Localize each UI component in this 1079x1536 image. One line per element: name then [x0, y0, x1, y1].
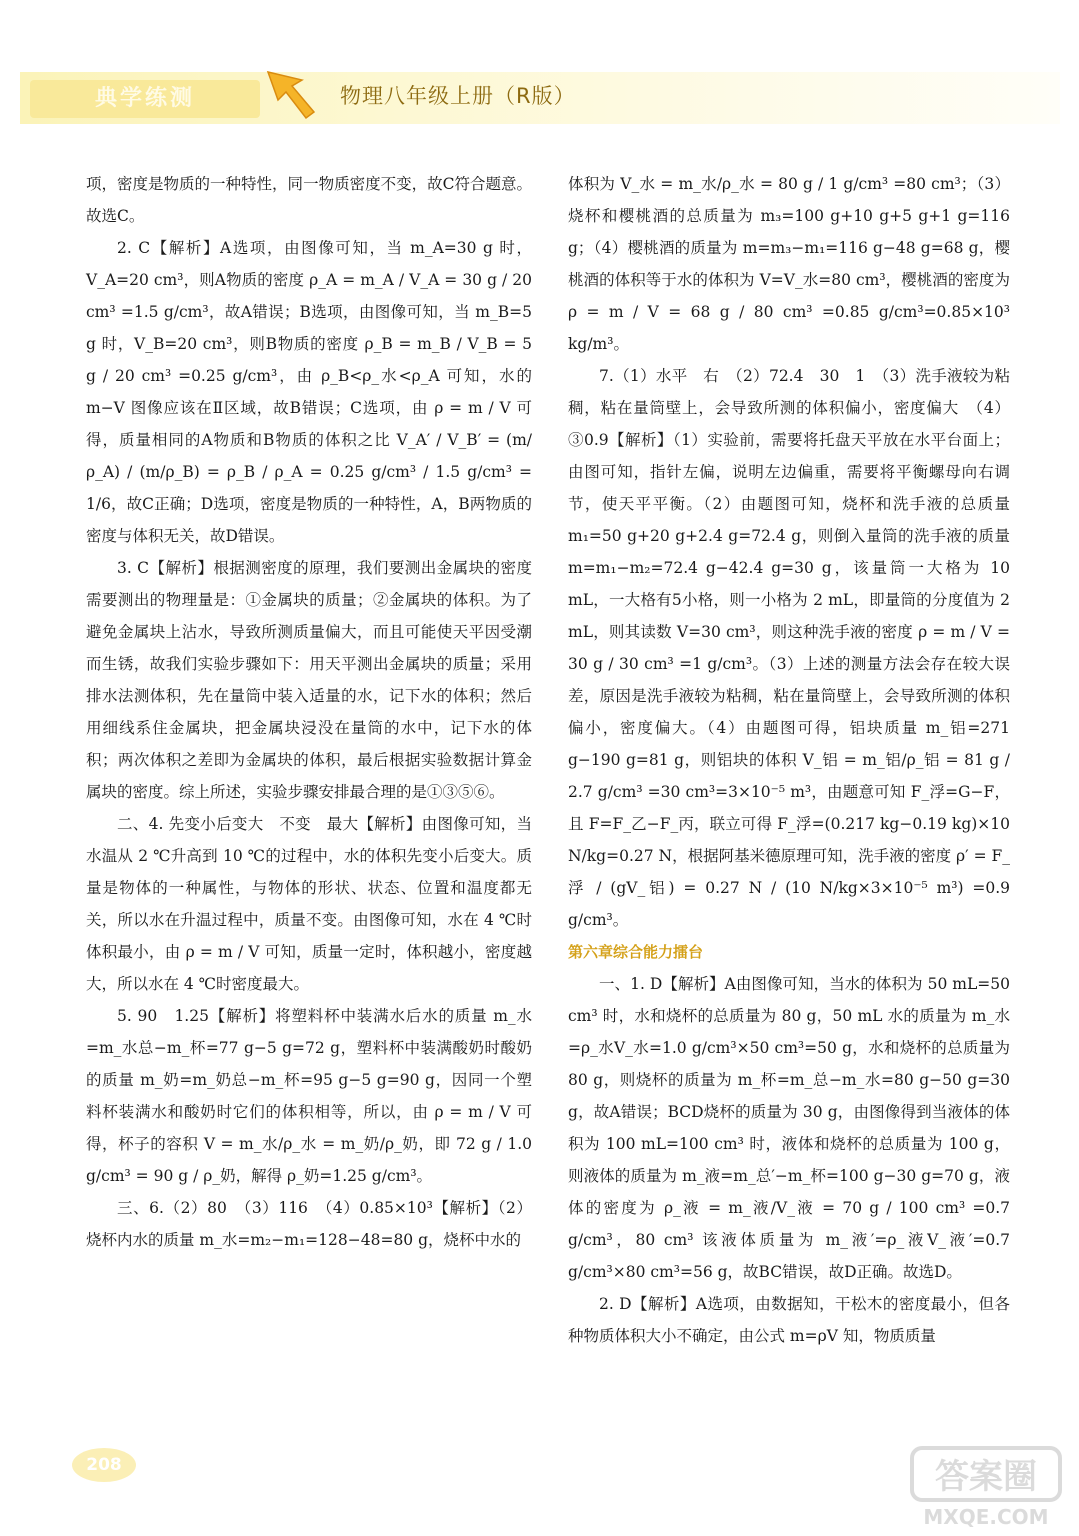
brand-logo: 典学练测 — [30, 80, 260, 118]
answer-2: 2. C【解析】A选项，由图像可知，当 m_A=30 g 时，V_A=20 cm³，则A物质的密度 ρ_A = m_A / V_A = 30 g / 20 cm³ =1.5 g/cm³，故A错误；B选项，由图像可知，当 m_B=5 g 时，V_B=20 cm³，则B物质的密度 ρ_B = m_B / V_B = 5 g / 20 cm³ =0.25 g/cm³，由 ρ_B<ρ_水<ρ_A 可知，水的 m−V 图像应该在Ⅱ区域，故B错误；C选项，由 ρ = m / V 可得，质量相同的A物质和B物质的体积之比 V_A′ / V_B′ = (m/ρ_A) / (m/ρ_B) = ρ_B / ρ_A = 0.25 g/cm³ / 1.5 g/cm³ = 1/6，故C正确；D选项，密度是物质的一种特性，A，B两物质的密度与体积无关，故D错误。 — [86, 239, 532, 545]
answer-3: 3. C【解析】根据测密度的原理，我们要测出金属块的密度需要测出的物理量是：①金属块的质量；②金属块的体积。为了避免金属块上沾水，导致所测质量偏大，而且可能使天平因受潮而生锈，故我们实验步骤如下：用天平测出金属块的质量；采用排水法测体积，先在量筒中装入适量的水，记下水的体积；然后用细线系住金属块，把金属块浸没在量筒的水中，记下水的体积；两次体积之差即为金属块的体积，最后根据实验数据计算金属块的密度。综上所述，实验步骤安排最合理的是①③⑤⑥。 — [86, 559, 532, 801]
answer-2-chapter: 2. D【解析】A选项，由数据知，干松木的密度最小，但各种物质体积大小不确定，由公式 m=ρV 知，物质质量 — [568, 1295, 1010, 1345]
answer-4: 二、4. 先变小后变大 不变 最大【解析】由图像可知，当水温从 2 ℃升高到 10 ℃的过程中，水的体积先变小后变大。质量是物体的一种属性，与物体的形状、状态、位置和温度都无关，所以水在升温过程中，质量不变。由图像可知，水在 4 ℃时体积最小，由 ρ = m / V 可知，质量一定时，体积越小，密度越大，所以水在 4 ℃时密度最大。 — [86, 815, 532, 993]
left-column — [86, 168, 532, 1256]
svg-text:答案圈: 答案圈 — [935, 1457, 1037, 1497]
watermark-logo — [906, 1440, 1066, 1532]
svg-text:MXQE.COM: MXQE.COM — [923, 1505, 1049, 1529]
paragraph: 项，密度是物质的一种特性，同一物质密度不变，故C符合题意。故选C。 — [86, 175, 532, 225]
arrow-icon — [262, 66, 318, 122]
answer-7: 7.（1）水平 右 （2）72.4 30 1 （3）洗手液较为粘稠，粘在量筒壁上，会导致所测的体积偏小，密度偏大 （4）③0.9【解析】（1）实验前，需要将托盘天平放在水平台面上；由图可知，指针左偏，说明左边偏重，需要将平衡螺母向右调节，使天平平衡。（2）由题图可知，烧杯和洗手液的总质量 m₁=50 g+20 g+2.4 g=72.4 g，则倒入量筒的洗手液的质量 m=m₁−m₂=72.4 g−42.4 g=30 g，该量筒一大格为 10 mL，一大格有5小格，则一小格为 2 mL，即量筒的分度值为 2 mL，则其读数 V=30 cm³，则这种洗手液的密度 ρ = m / V = 30 g / 30 cm³ =1 g/cm³。（3）上述的测量方法会存在较大误差，原因是洗手液较为粘稠，粘在量筒壁上，会导致所测的体积偏小，密度偏大。（4）由题图可得，铝块质量 m_铝=271 g−190 g=81 g，则铝块的体积 V_铝 = m_铝/ρ_铝 = 81 g / 2.7 g/cm³ =30 cm³=3×10⁻⁵ m³，由题意可知 F_浮=G−F，且 F=F_乙−F_丙，联立可得 F_浮=(0.217 kg−0.19 kg)×10 N/kg=0.27 N，根据阿基米德原理可知，洗手液的密度 ρ′ = F_浮 / (gV_铝) = 0.27 N / (10 N/kg×3×10⁻⁵ m³) =0.9 g/cm³。 — [568, 367, 1010, 929]
paragraph: 体积为 V_水 = m_水/ρ_水 = 80 g / 1 g/cm³ =80 cm³；（3）烧杯和樱桃酒的总质量为 m₃=100 g+10 g+5 g+1 g=116 g；（4）樱桃酒的质量为 m=m₃−m₁=116 g−48 g=68 g，樱桃酒的体积等于水的体积为 V=V_水=80 cm³，樱桃酒的密度为 ρ = m / V = 68 g / 80 cm³ =0.85 g/cm³=0.85×10³ kg/m³。 — [568, 175, 1010, 353]
section-heading: 第六章综合能力擂台 — [568, 943, 704, 961]
answer-6: 三、6.（2）80 （3）116 （4）0.85×10³【解析】（2）烧杯内水的质量 m_水=m₂−m₁=128−48=80 g，烧杯中水的 — [86, 1199, 532, 1249]
right-column — [568, 168, 1010, 1352]
page-number: 208 — [72, 1448, 136, 1482]
answer-1: 一、1. D【解析】A由图像可知，当水的体积为 50 mL=50 cm³ 时，水和烧杯的总质量为 80 g，50 mL 水的质量为 m_水=ρ_水V_水=1.0 g/cm³×50 cm³=50 g，水和烧杯的总质量为 80 g，则烧杯的质量为 m_杯=m_总−m_水=80 g−50 g=30 g，故A错误；BCD烧杯的质量为 30 g，由图像得到当液体的体积为 100 mL=100 cm³ 时，液体和烧杯的总质量为 100 g，则液体的质量为 m_液=m_总′−m_杯=100 g−30 g=70 g，液体的密度为 ρ_液 = m_液/V_液 = 70 g / 100 cm³ =0.7 g/cm³，80 cm³ 该液体质量为 m_液′=ρ_液V_液′=0.7 g/cm³×80 cm³=56 g，故BC错误，故D正确。故选D。 — [568, 975, 1010, 1281]
book-title: 物理八年级上册（R版） — [340, 84, 576, 108]
answer-5: 5. 90 1.25【解析】将塑料杯中装满水后水的质量 m_水=m_水总−m_杯=77 g−5 g=72 g，塑料杯中装满酸奶时酸奶的质量 m_奶=m_奶总−m_杯=95 g−5 g=90 g，因同一个塑料杯装满水和酸奶时它们的体积相等，所以，由 ρ = m / V 可得，杯子的容积 V = m_水/ρ_水 = m_奶/ρ_奶，即 72 g / 1.0 g/cm³ = 90 g / ρ_奶，解得 ρ_奶=1.25 g/cm³。 — [86, 1007, 532, 1185]
